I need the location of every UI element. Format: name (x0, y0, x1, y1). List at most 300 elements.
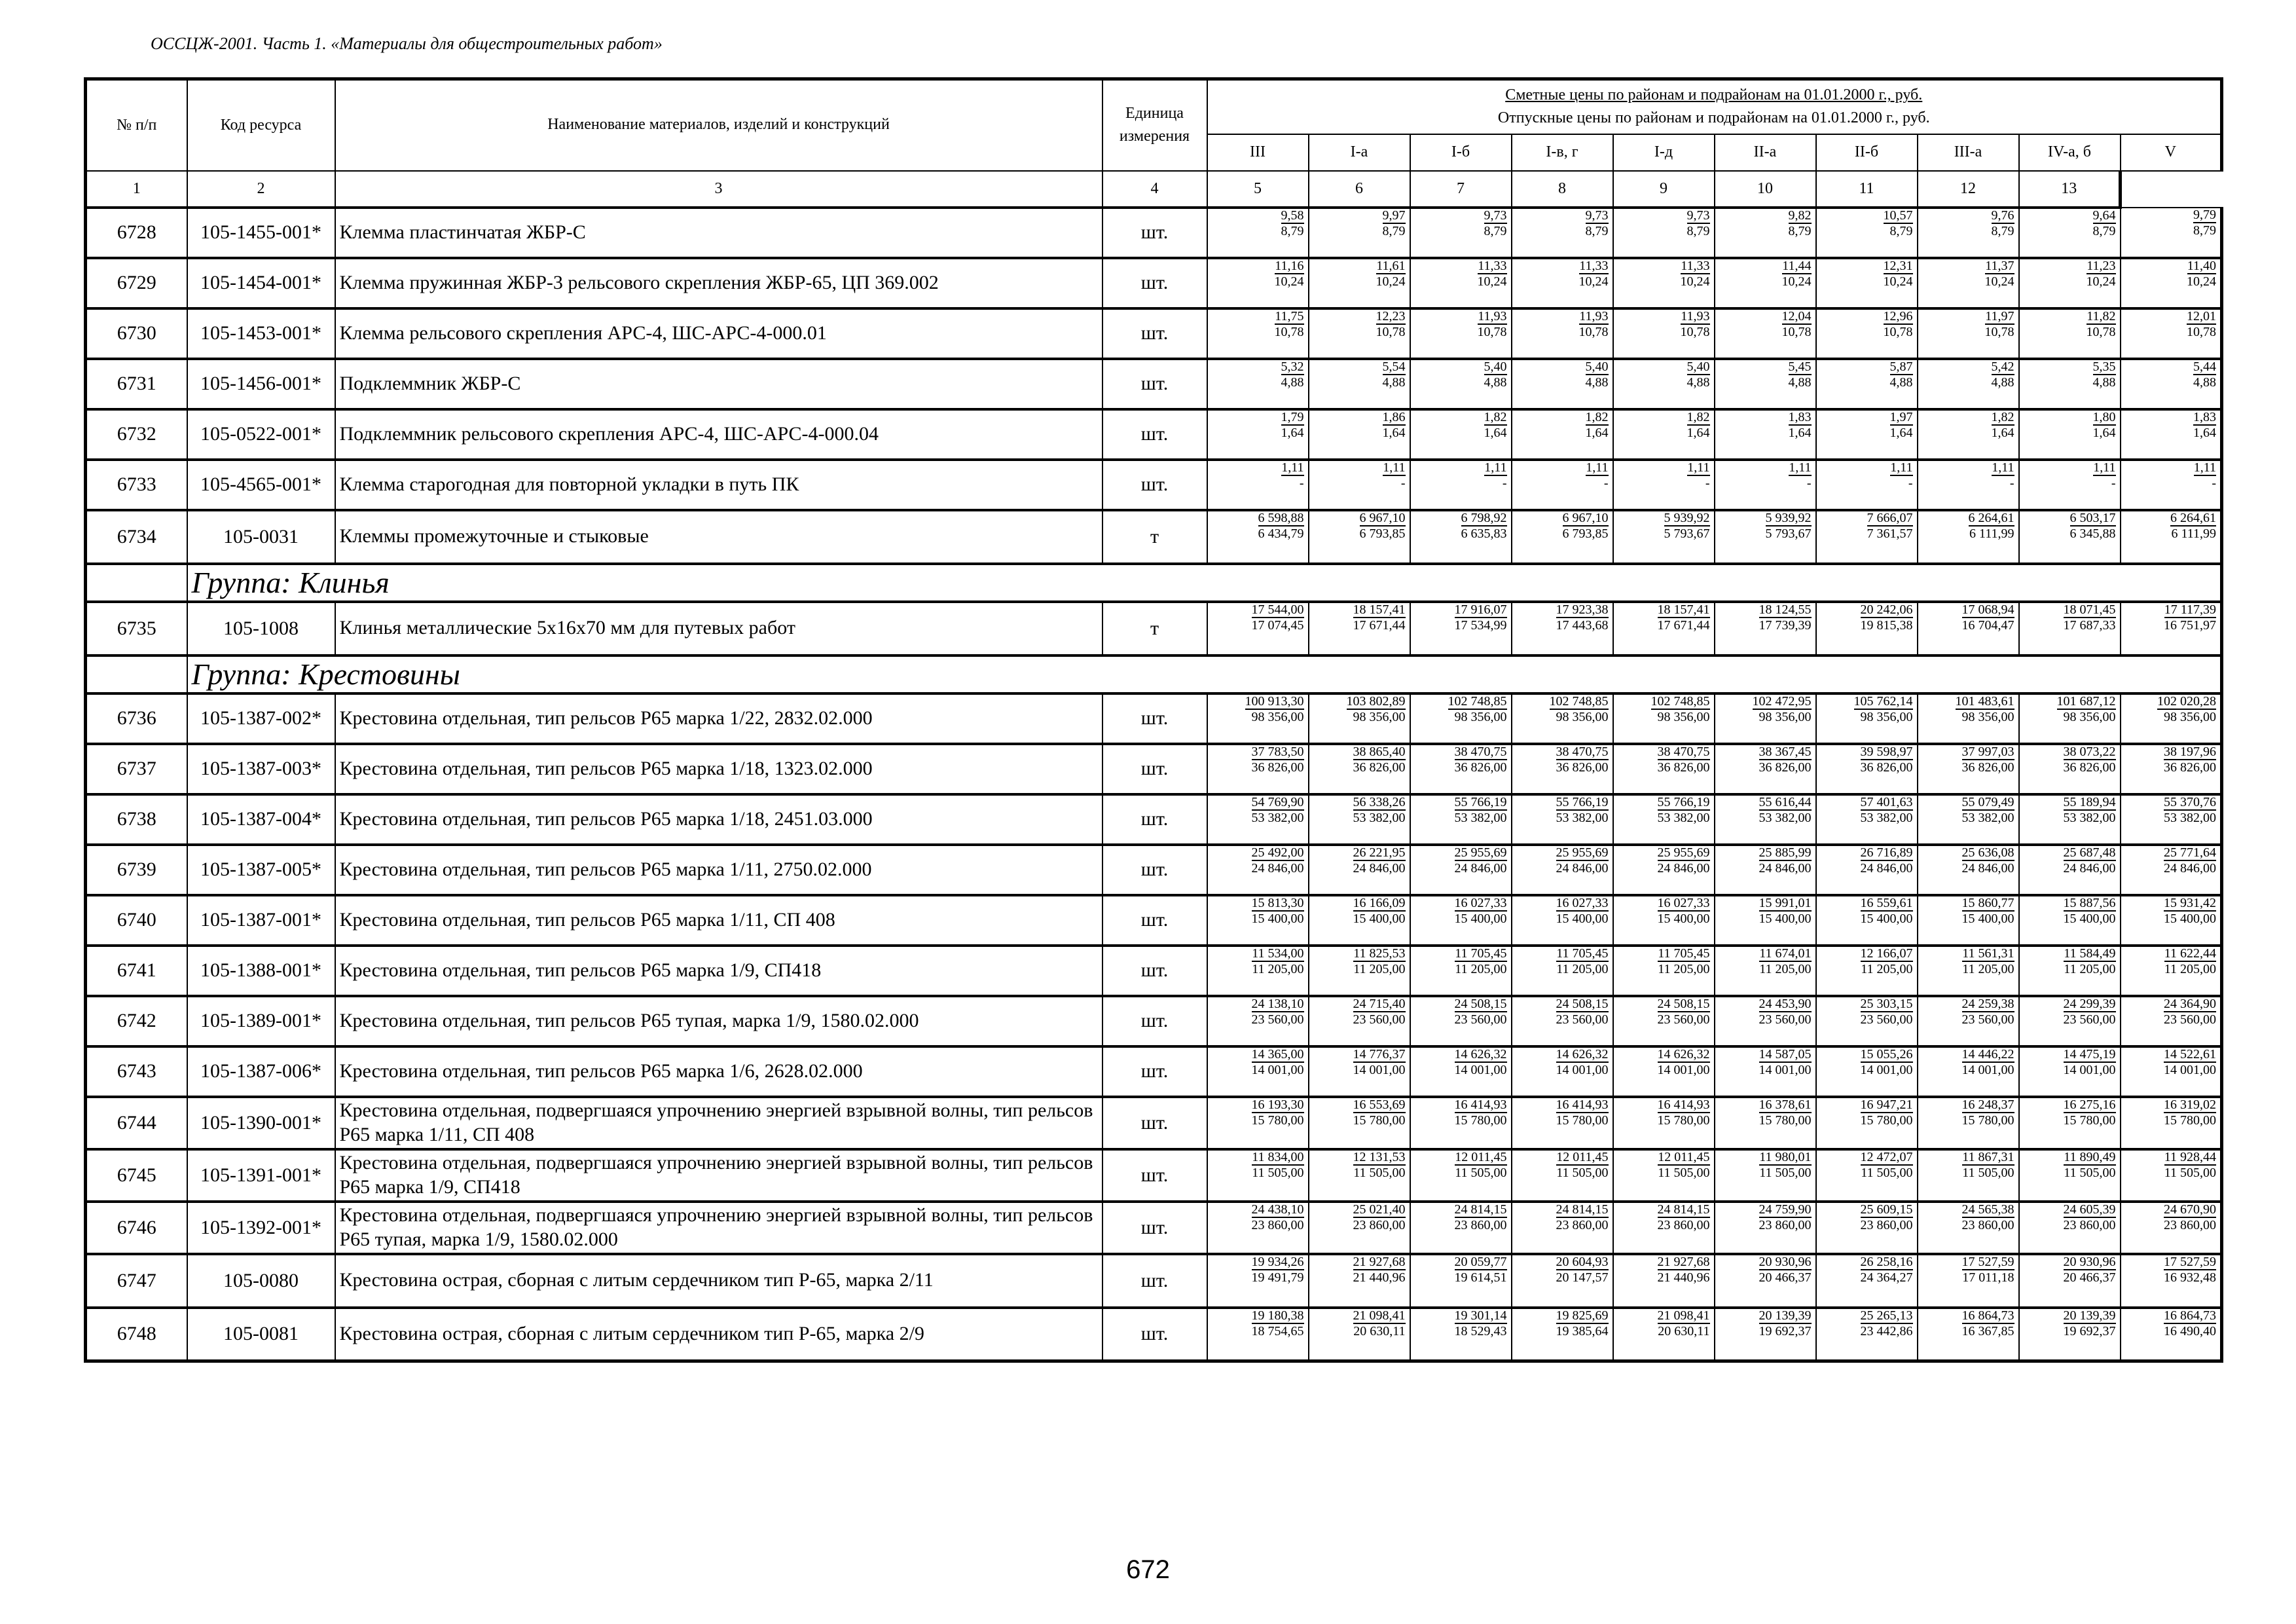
unit-of-measure: шт. (1102, 1202, 1207, 1254)
release-price: 11 505,00 (1556, 1165, 1609, 1180)
material-name: Крестовина острая, сборная с литым сердечником тип Р-65, марка 2/11 (335, 1254, 1102, 1308)
price-cell (2121, 946, 2222, 996)
price-cell (1410, 1202, 1512, 1254)
estimate-price: 6 598,88 (1258, 510, 1304, 525)
group-spacer (86, 655, 187, 693)
price-cell (1410, 996, 1512, 1046)
release-price: 8,79 (1585, 223, 1609, 238)
row-number: 6743 (86, 1046, 187, 1097)
resource-code: 105-0522-001* (187, 409, 335, 460)
column-number: 3 (335, 171, 1102, 208)
estimate-price: 1,82 (1585, 409, 1609, 424)
price-cell (1918, 744, 2019, 794)
row-number: 6739 (86, 845, 187, 895)
release-price: 11 205,00 (1353, 961, 1406, 976)
price-cell (1410, 744, 1512, 794)
estimate-price: 102 748,85 (1448, 693, 1507, 709)
estimate-price: 19 934,26 (1251, 1254, 1304, 1269)
row-number: 6741 (86, 946, 187, 996)
material-name: Клеммы промежуточные и стыковые (335, 510, 1102, 564)
table-row (86, 1097, 2222, 1149)
price-cell (1816, 996, 1918, 1046)
price-cell (1512, 208, 1613, 258)
unit-of-measure: шт. (1102, 744, 1207, 794)
release-price: 11 205,00 (1962, 961, 2014, 976)
price-cell (1715, 1254, 1816, 1308)
release-price: 53 382,00 (1454, 810, 1507, 825)
release-price: 11 505,00 (1353, 1165, 1406, 1180)
release-price: 1,64 (1889, 425, 1913, 440)
release-price: 16 932,48 (2164, 1270, 2216, 1285)
price-cell (2121, 1254, 2222, 1308)
estimate-price: 25 021,40 (1353, 1202, 1406, 1217)
release-price: - (1705, 475, 1710, 490)
price-cell (1816, 409, 1918, 460)
release-price: 10,24 (1477, 274, 1507, 289)
row-number: 6732 (86, 409, 187, 460)
header-num: № п/п (86, 79, 187, 171)
resource-code: 105-1389-001* (187, 996, 335, 1046)
price-cell (1715, 794, 1816, 845)
estimate-price: 6 798,92 (1461, 510, 1507, 525)
release-price: 4,88 (1889, 375, 1913, 390)
resource-code: 105-1387-002* (187, 693, 335, 744)
estimate-price: 19 825,69 (1556, 1308, 1609, 1323)
release-price: 11 505,00 (1658, 1165, 1710, 1180)
estimate-price: 24 299,39 (2063, 996, 2116, 1011)
release-price: 36 826,00 (1758, 760, 1812, 775)
price-cell (1207, 895, 1309, 946)
price-cell (1410, 510, 1512, 564)
price-cell (1309, 510, 1410, 564)
table-row (86, 308, 2222, 359)
header-price-title-estimate: Сметные цены по районам и подрайонам на 01.01.2000 г., руб. (1505, 86, 1923, 104)
price-cell (1512, 1202, 1613, 1254)
price-cell (1410, 602, 1512, 655)
price-cell (2019, 1308, 2121, 1361)
price-cell (1715, 1097, 1816, 1149)
release-price: 10,78 (1376, 324, 1406, 339)
price-cell (1512, 895, 1613, 946)
price-cell (1512, 359, 1613, 409)
price-cell (1512, 1254, 1613, 1308)
resource-code: 105-1387-004* (187, 794, 335, 845)
release-price: 23 560,00 (1353, 1012, 1406, 1027)
table-row (86, 409, 2222, 460)
release-price: 36 826,00 (1961, 760, 2014, 775)
release-price: 4,88 (1991, 375, 2014, 390)
estimate-price: 11,93 (1579, 308, 1609, 323)
price-cell (1613, 208, 1715, 258)
price-cell (2019, 308, 2121, 359)
release-price: 8,79 (1484, 223, 1507, 238)
estimate-price: 9,79 (2193, 207, 2216, 222)
row-number: 6742 (86, 996, 187, 1046)
release-price: 23 560,00 (1961, 1012, 2014, 1027)
price-cell (2019, 744, 2121, 794)
unit-of-measure: шт. (1102, 308, 1207, 359)
price-cell (1207, 1149, 1309, 1202)
material-name: Крестовина острая, сборная с литым сердечником тип Р-65, марка 2/9 (335, 1308, 1102, 1361)
release-price: 24 846,00 (1556, 860, 1609, 876)
estimate-price: 25 303,15 (1860, 996, 1913, 1011)
estimate-price: 17 527,59 (1961, 1254, 2014, 1269)
estimate-price: 105 762,14 (1853, 693, 1913, 709)
estimate-price: 11 705,45 (1658, 946, 1710, 961)
price-cell (1816, 1097, 1918, 1149)
row-number: 6733 (86, 460, 187, 510)
price-cell (2019, 460, 2121, 510)
price-cell (1207, 693, 1309, 744)
estimate-price: 12 011,45 (1455, 1149, 1507, 1164)
price-cell (1613, 460, 1715, 510)
release-price: 8,79 (2193, 223, 2216, 238)
page-number: 672 (1126, 1555, 1170, 1584)
unit-of-measure: шт. (1102, 1254, 1207, 1308)
material-name: Крестовина отдельная, тип рельсов Р65 тупая, марка 1/9, 1580.02.000 (335, 996, 1102, 1046)
release-price: 11 505,00 (1252, 1165, 1304, 1180)
price-cell (1816, 1046, 1918, 1097)
price-cell (1207, 744, 1309, 794)
row-number: 6730 (86, 308, 187, 359)
release-price: 14 001,00 (2164, 1062, 2216, 1077)
estimate-price: 26 716,89 (1860, 845, 1913, 860)
row-number: 6747 (86, 1254, 187, 1308)
unit-of-measure: т (1102, 510, 1207, 564)
estimate-price: 17 923,38 (1556, 602, 1609, 617)
price-cell (1207, 794, 1309, 845)
estimate-price: 25 636,08 (1961, 845, 2014, 860)
price-cell (2121, 1308, 2222, 1361)
release-price: 15 400,00 (2164, 911, 2216, 926)
price-cell (1715, 460, 1816, 510)
estimate-price: 25 492,00 (1251, 845, 1304, 860)
price-cell (1207, 946, 1309, 996)
price-cell (1309, 1202, 1410, 1254)
release-price: 20 630,11 (1658, 1323, 1710, 1338)
price-cell (1410, 1097, 1512, 1149)
price-cell (1613, 1202, 1715, 1254)
price-cell (1207, 359, 1309, 409)
estimate-price: 5,32 (1281, 359, 1304, 374)
table-row (86, 1046, 2222, 1097)
release-price: 24 846,00 (1657, 860, 1710, 876)
price-cell (2019, 510, 2121, 564)
release-price: 18 529,43 (1454, 1323, 1507, 1338)
release-price: 17 671,44 (1353, 618, 1406, 633)
release-price: 17 739,39 (1758, 618, 1812, 633)
price-cell (2121, 996, 2222, 1046)
price-cell (1410, 693, 1512, 744)
release-price: 98 356,00 (1556, 709, 1609, 724)
estimate-price: 1,83 (1788, 409, 1812, 424)
region-header: V (2121, 134, 2222, 171)
estimate-price: 20 139,39 (2063, 1308, 2116, 1323)
release-price: 15 780,00 (2164, 1113, 2216, 1128)
unit-of-measure: шт. (1102, 359, 1207, 409)
column-number: 2 (187, 171, 335, 208)
unit-of-measure: шт. (1102, 1149, 1207, 1202)
table-row (86, 946, 2222, 996)
release-price: 14 001,00 (1556, 1062, 1609, 1077)
price-cell (2121, 794, 2222, 845)
estimate-price: 11 705,45 (1556, 946, 1609, 961)
price-cell (1512, 258, 1613, 308)
price-cell (1715, 510, 1816, 564)
price-cell (1613, 1046, 1715, 1097)
price-cell (1410, 895, 1512, 946)
estimate-price: 1,11 (1687, 460, 1710, 475)
price-cell (1207, 460, 1309, 510)
release-price: 10,24 (1578, 274, 1609, 289)
release-price: 17 534,99 (1454, 618, 1507, 633)
price-cell (1918, 1254, 2019, 1308)
material-name: Крестовина отдельная, тип рельсов Р65 марка 1/22, 2832.02.000 (335, 693, 1102, 744)
column-number: 1 (86, 171, 187, 208)
release-price: 17 671,44 (1657, 618, 1710, 633)
row-number: 6729 (86, 258, 187, 308)
price-cell (1309, 460, 1410, 510)
price-cell (1715, 895, 1816, 946)
column-number: 8 (1512, 171, 1613, 208)
price-cell (1613, 996, 1715, 1046)
estimate-price: 17 916,07 (1454, 602, 1507, 617)
release-price: 23 860,00 (1454, 1217, 1507, 1232)
release-price: 23 442,86 (1860, 1323, 1913, 1338)
estimate-price: 15 813,30 (1251, 895, 1304, 910)
estimate-price: 1,79 (1281, 409, 1304, 424)
price-cell (1207, 409, 1309, 460)
estimate-price: 20 059,77 (1454, 1254, 1507, 1269)
estimate-price: 1,11 (1789, 460, 1812, 475)
price-cell (1410, 1254, 1512, 1308)
header-unit: Единица измерения (1102, 79, 1207, 171)
price-cell (1816, 208, 1918, 258)
estimate-price: 1,11 (1586, 460, 1609, 475)
estimate-price: 9,73 (1484, 208, 1507, 223)
estimate-price: 11,75 (1275, 308, 1304, 323)
release-price: 36 826,00 (2164, 760, 2216, 775)
release-price: 24 846,00 (1251, 860, 1304, 876)
estimate-price: 12,31 (1883, 258, 1913, 273)
estimate-price: 38 367,45 (1758, 744, 1812, 759)
estimate-price: 55 766,19 (1454, 794, 1507, 809)
estimate-price: 16 378,61 (1758, 1097, 1812, 1112)
price-cell (2019, 895, 2121, 946)
estimate-price: 17 544,00 (1251, 602, 1304, 617)
price-cell (1918, 1097, 2019, 1149)
release-price: 4,88 (2092, 375, 2116, 390)
release-price: 1,64 (1382, 425, 1406, 440)
release-price: 23 860,00 (1353, 1217, 1406, 1232)
price-cell (1613, 744, 1715, 794)
release-price: 23 560,00 (1454, 1012, 1507, 1027)
estimate-price: 16 553,69 (1353, 1097, 1406, 1112)
price-cell (1309, 895, 1410, 946)
release-price: 10,24 (1376, 274, 1406, 289)
price-cell (1816, 1149, 1918, 1202)
estimate-price: 16 166,09 (1353, 895, 1406, 910)
row-number: 6728 (86, 208, 187, 258)
table-row (86, 1149, 2222, 1202)
estimate-price: 24 259,38 (1961, 996, 2014, 1011)
release-price: 11 205,00 (2064, 961, 2116, 976)
release-price: - (1502, 475, 1507, 490)
price-cell (1512, 996, 1613, 1046)
unit-of-measure: шт. (1102, 794, 1207, 845)
release-price: 11 505,00 (1455, 1165, 1507, 1180)
estimate-price: 17 117,39 (2164, 602, 2216, 617)
release-price: 14 001,00 (1961, 1062, 2014, 1077)
estimate-price: 14 522,61 (2164, 1046, 2216, 1061)
region-header: I-б (1410, 134, 1512, 171)
estimate-price: 21 098,41 (1353, 1308, 1406, 1323)
price-cell (2121, 1149, 2222, 1202)
price-cell (1309, 258, 1410, 308)
price-cell (1207, 1046, 1309, 1097)
release-price: 10,24 (2187, 274, 2216, 289)
row-number: 6744 (86, 1097, 187, 1149)
release-price: 10,78 (1883, 324, 1913, 339)
resource-code: 105-1387-005* (187, 845, 335, 895)
price-cell (1715, 845, 1816, 895)
price-cell (1207, 1308, 1309, 1361)
column-number: 9 (1613, 171, 1715, 208)
release-price: - (1400, 475, 1406, 490)
column-number: 7 (1410, 171, 1512, 208)
estimate-price: 12 011,45 (1658, 1149, 1710, 1164)
header-price-title-release: Отпускные цены по районам и подрайонам на 01.01.2000 г., руб. (1497, 109, 1930, 127)
release-price: 36 826,00 (1657, 760, 1710, 775)
price-cell (1715, 1046, 1816, 1097)
price-cell (1816, 308, 1918, 359)
release-price: 17 074,45 (1251, 618, 1304, 633)
price-cell (1410, 409, 1512, 460)
release-price: 10,78 (2086, 324, 2116, 339)
price-cell (1309, 409, 1410, 460)
price-cell (1410, 208, 1512, 258)
table-row (86, 996, 2222, 1046)
price-cell (1918, 1308, 2019, 1361)
estimate-price: 102 020,28 (2157, 693, 2216, 709)
price-cell (1715, 1308, 1816, 1361)
estimate-price: 12,96 (1883, 308, 1913, 323)
material-name: Крестовина отдельная, подвергшаяся упрочнению энергией взрывной волны, тип рельсов Р65 марка 1/9, СП418 (335, 1149, 1102, 1202)
release-price: 98 356,00 (1353, 709, 1406, 724)
price-cell (1410, 794, 1512, 845)
region-header: III-а (1918, 134, 2019, 171)
release-price: 4,88 (1484, 375, 1507, 390)
release-price: 8,79 (1889, 223, 1913, 238)
release-price: 24 846,00 (1860, 860, 1913, 876)
resource-code: 105-1387-003* (187, 744, 335, 794)
release-price: 15 780,00 (1353, 1113, 1406, 1128)
estimate-price: 24 605,39 (2063, 1202, 2116, 1217)
price-cell (1207, 1097, 1309, 1149)
material-name: Клемма пружинная ЖБР-3 рельсового скрепления ЖБР-65, ЦП 369.002 (335, 258, 1102, 308)
estimate-price: 102 472,95 (1752, 693, 1812, 709)
table-row (86, 359, 2222, 409)
release-price: 15 400,00 (1961, 911, 2014, 926)
estimate-price: 11,97 (1985, 308, 2014, 323)
release-price: 6 434,79 (1258, 526, 1304, 541)
price-cell (1512, 1097, 1613, 1149)
release-price: 15 400,00 (2063, 911, 2116, 926)
estimate-price: 39 598,97 (1860, 744, 1913, 759)
price-cell (2019, 693, 2121, 744)
release-price: 11 205,00 (1252, 961, 1304, 976)
estimate-price: 24 715,40 (1353, 996, 1406, 1011)
unit-of-measure: шт. (1102, 845, 1207, 895)
release-price: 6 635,83 (1461, 526, 1507, 541)
price-cell (1512, 845, 1613, 895)
estimate-price: 26 258,16 (1860, 1254, 1913, 1269)
release-price: 11 505,00 (1962, 1165, 2014, 1180)
release-price: - (1806, 475, 1812, 490)
region-header: I-в, г (1512, 134, 1613, 171)
price-cell (1309, 1149, 1410, 1202)
release-price: 23 560,00 (1657, 1012, 1710, 1027)
estimate-price: 6 264,61 (1968, 510, 2014, 525)
estimate-price: 18 071,45 (2063, 602, 2116, 617)
estimate-price: 6 967,10 (1359, 510, 1406, 525)
estimate-price: 11 928,44 (2164, 1149, 2216, 1164)
estimate-price: 16 947,21 (1860, 1097, 1913, 1112)
price-cell (2019, 794, 2121, 845)
estimate-price: 101 483,61 (1955, 693, 2014, 709)
estimate-price: 38 197,96 (2164, 744, 2216, 759)
release-price: 11 505,00 (1759, 1165, 1812, 1180)
estimate-price: 57 401,63 (1860, 794, 1913, 809)
estimate-price: 102 748,85 (1650, 693, 1710, 709)
release-price: 8,79 (1281, 223, 1304, 238)
release-price: 53 382,00 (1353, 810, 1406, 825)
price-cell (1715, 1202, 1816, 1254)
release-price: 14 001,00 (1251, 1062, 1304, 1077)
estimate-price: 5,40 (1484, 359, 1507, 374)
estimate-price: 12 166,07 (1860, 946, 1913, 961)
release-price: 15 400,00 (1251, 911, 1304, 926)
price-cell (1207, 1202, 1309, 1254)
release-price: 10,24 (1274, 274, 1304, 289)
release-price: 23 860,00 (2164, 1217, 2216, 1232)
estimate-price: 9,58 (1281, 208, 1304, 223)
release-price: 11 505,00 (2064, 1165, 2116, 1180)
estimate-price: 25 609,15 (1860, 1202, 1913, 1217)
price-cell (1816, 359, 1918, 409)
release-price: 19 385,64 (1556, 1323, 1609, 1338)
estimate-price: 55 616,44 (1758, 794, 1812, 809)
estimate-price: 15 887,56 (2063, 895, 2116, 910)
estimate-price: 11 980,01 (1759, 1149, 1812, 1164)
price-cell (1816, 946, 1918, 996)
price-cell (1512, 794, 1613, 845)
price-cell (1613, 308, 1715, 359)
release-price: - (1908, 475, 1913, 490)
release-price: 14 001,00 (1353, 1062, 1406, 1077)
price-cell (1715, 693, 1816, 744)
price-cell (1816, 693, 1918, 744)
resource-code: 105-0081 (187, 1308, 335, 1361)
estimate-price: 16 414,93 (1454, 1097, 1507, 1112)
estimate-price: 55 766,19 (1556, 794, 1609, 809)
release-price: 21 440,96 (1353, 1270, 1406, 1285)
estimate-price: 9,97 (1382, 208, 1406, 223)
estimate-price: 1,11 (2093, 460, 2116, 475)
release-price: 15 780,00 (2063, 1113, 2116, 1128)
release-price: 11 205,00 (1658, 961, 1710, 976)
unit-of-measure: т (1102, 602, 1207, 655)
